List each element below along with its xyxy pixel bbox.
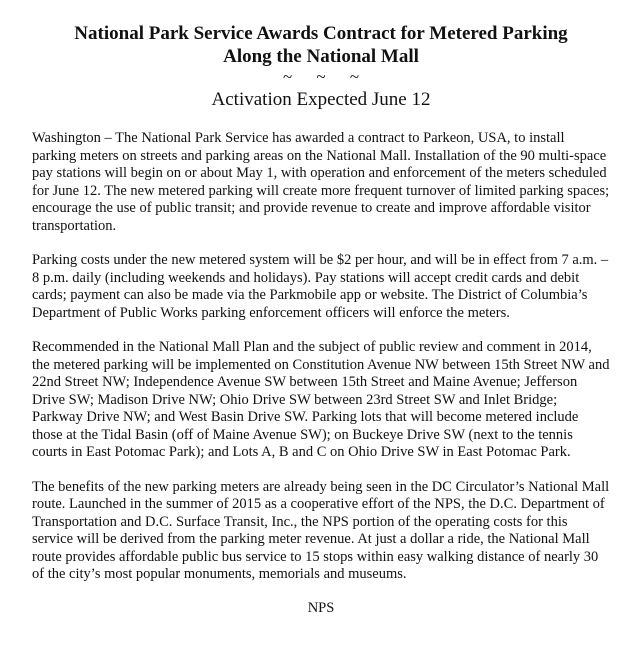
headline-line-2: Along the National Mall bbox=[223, 46, 419, 67]
headline bbox=[32, 22, 610, 68]
paragraph-contract-award: Washington – The National Park Service has awarded a contract to Parkeon, USA, to install parking meters on streets and parking areas on the National Mall. Installation of the 90 multi-space pay stations will begin on or about May 1, with operation and enforcement of the meters scheduled for June 12. The new metered parking will create more frequent turnover of limited parking spaces; encourage the use of public transit; and provide revenue to create and improve affordable visitor transportation. bbox=[32, 130, 610, 234]
tilde-separator: ~ ~ ~ bbox=[282, 67, 370, 86]
paragraph-metered-locations: Recommended in the National Mall Plan and the subject of public review and comment in 2014, the metered parking will be implemented on Constitution Avenue NW between 15th Street NW and 22nd Street NW; Independence Avenue SW between 15th Street and Maine Avenue; Jefferson Drive SW; Madison Drive NW; Ohio Drive SW between 23rd Street SW and Inlet Bridge; Parkway Drive NW; and West Basin Drive SW. Parking lots that will become metered include those at the Tidal Basin (off of Maine Avenue SW); on Buckeye Drive SW (next to the tennis courts in East Potomac Park); and Lots A, B and C on Ohio Drive SW in East Potomac Park. bbox=[32, 339, 610, 460]
headline-line-1: National Park Service Awards Contract for Metered Parking bbox=[74, 23, 568, 44]
paragraph-parking-costs: Parking costs under the new metered system will be $2 per hour, and will be in effect from 7 a.m. – 8 p.m. daily (including weekends and holidays). Pay stations will accept credit cards and debit cards; payment can also be made via the Parkmobile app or website. The District of Columbia’s Department of Public Works parking enforcement officers will enforce the meters. bbox=[32, 252, 609, 321]
signoff: NPS bbox=[307, 599, 335, 616]
paragraph-circulator-benefits: The benefits of the new parking meters are already being seen in the DC Circulator’s National Mall route. Launched in the summer of 2015 as a cooperative effort of the NPS, the D.C. Department of Transportation and D.C. Surface Transit, Inc., the NPS portion of the operating costs for this service will be derived from the parking meter revenue. At just a dollar a ride, the National Mall route provides affordable public bus service to 15 stops within easy walking distance of nearly 30 of the city’s most popular monuments, memorials and museums. bbox=[32, 478, 610, 582]
subtitle: Activation Expected June 12 bbox=[211, 89, 431, 110]
